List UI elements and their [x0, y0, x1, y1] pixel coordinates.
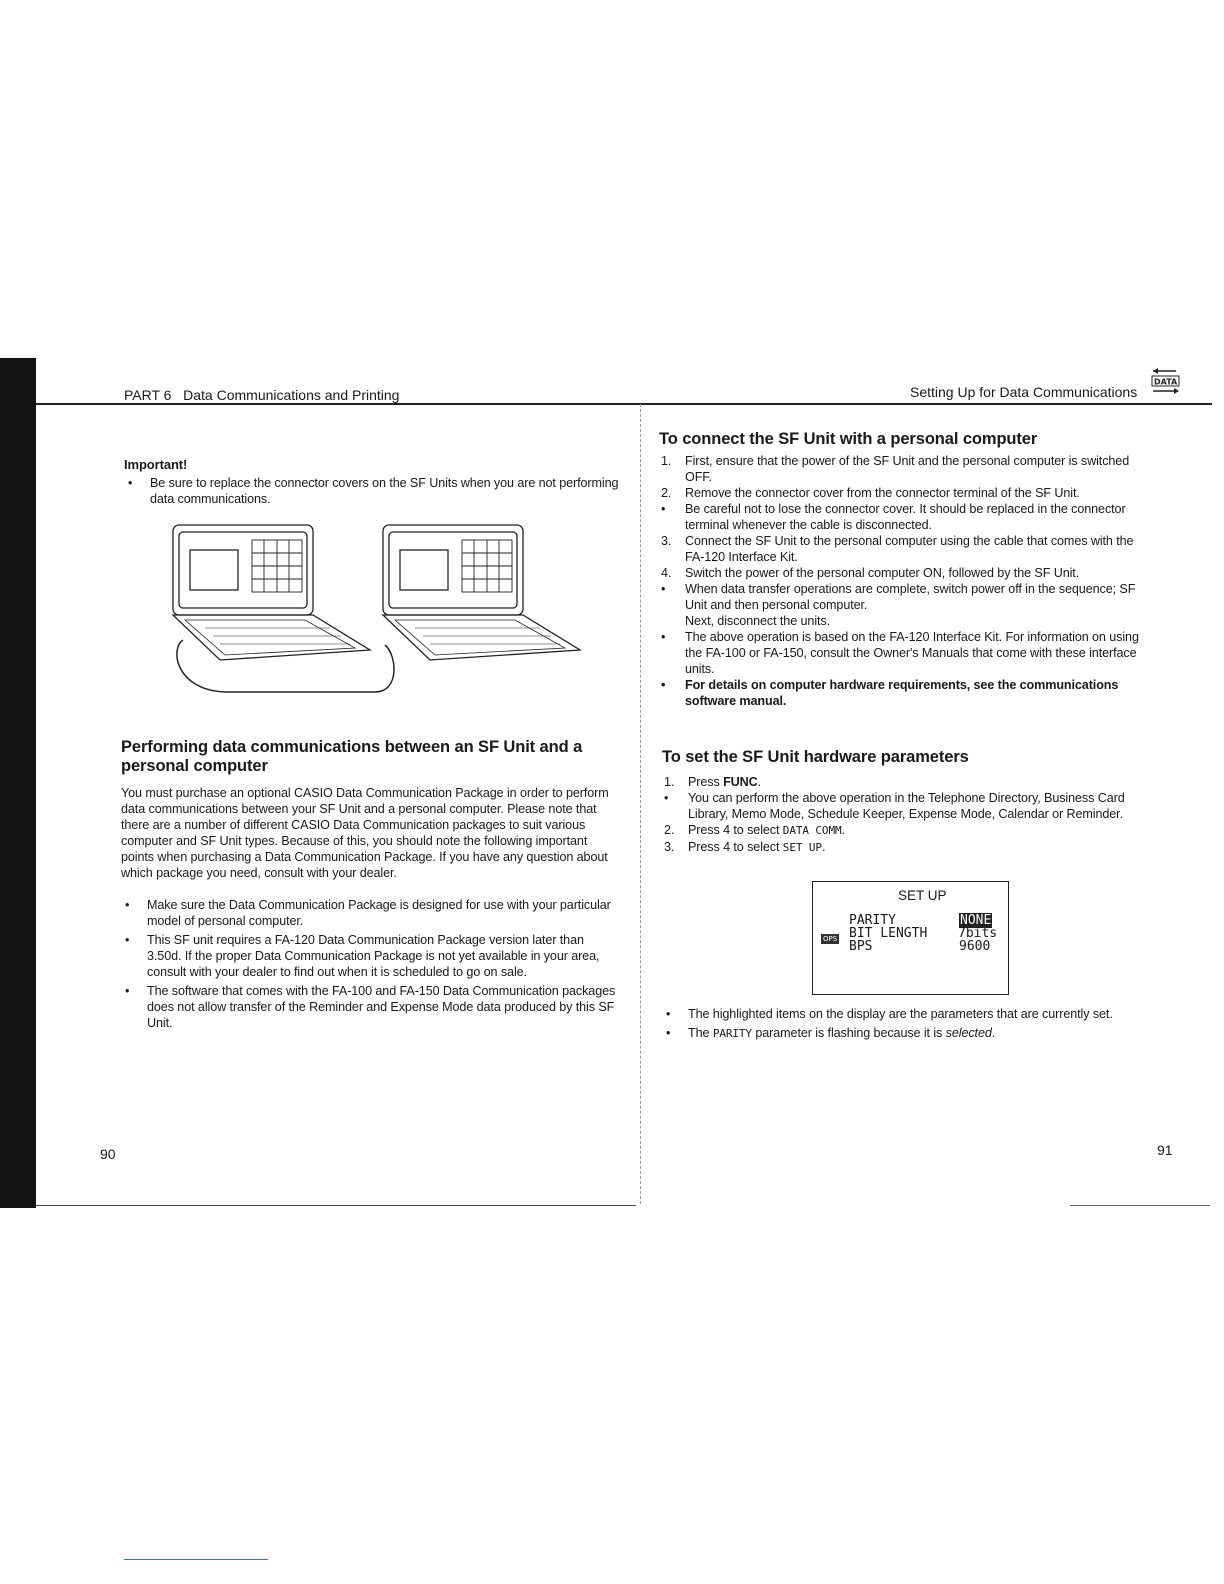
setup-section-title: To set the SF Unit hardware parameters: [662, 748, 969, 766]
connect-step: 2. Remove the connector cover from the connector terminal of the SF Unit.: [661, 486, 1080, 500]
data-comm-code: DATA COMM: [782, 824, 842, 837]
lcd-bit-length-value: 7bits: [958, 926, 998, 941]
sf-unit-left: [173, 525, 370, 660]
connect-step: • The above operation is based on the FA-120 Interface Kit. For information on using the FA-100 or FA-150, consult the Owner's Manuals that come with these interface units.: [661, 630, 1139, 676]
left-column-main: [121, 738, 617, 1031]
left-running-header: PART 6 Data Communications and Printing: [124, 387, 400, 403]
connect-step: 4. Switch the power of the personal computer ON, followed by the SF Unit.: [661, 566, 1080, 580]
purchase-point: • This SF unit requires a FA-120 Data Communication Package version later than 3.50d. If the proper Data Communication Package is not yet available in your area, consult with your dealer to find out when it is scheduled to go on sale.: [121, 932, 617, 980]
connect-step: • Be careful not to lose the connector cover. It should be replaced in the connector terminal whenever the cable is disconnected.: [661, 502, 1126, 532]
sf-units-connection-illustration: [165, 520, 585, 700]
note-parity: • The PARITY parameter is flashing because it is selected.: [662, 1025, 1158, 1042]
right-column-setup: [662, 748, 1158, 856]
purchase-point: • The software that comes with the FA-100 and FA-150 Data Communication packages does not allow transfer of the Reminder and Expense Mode data produced by this SF Unit.: [121, 983, 617, 1031]
lcd-setup-display: [812, 881, 1009, 995]
connect-step: 1. First, ensure that the power of the SF Unit and the personal computer is switched OFF.: [661, 454, 1130, 484]
data-communication-icon: [1150, 367, 1182, 397]
connect-step: 3. Connect the SF Unit to the personal computer using the cable that comes with the FA-120 Interface Kit.: [661, 534, 1134, 564]
connection-cable: [177, 640, 394, 692]
func-key: FUNC: [723, 775, 758, 789]
connect-step: Next, disconnect the units.: [685, 614, 831, 628]
step-3: 3. Press 4 to select SET UP.: [664, 840, 826, 854]
section-title-performing: Performing data communications between an SF Unit and a personal computer: [121, 738, 583, 775]
lcd-bps-value: 9600: [959, 939, 991, 954]
right-running-header: Setting Up for Data Communications: [910, 384, 1138, 400]
bottom-scan-line: [36, 1205, 636, 1206]
purchase-point: • Make sure the Data Communication Package is designed for use with your particular model of personal computer.: [121, 897, 617, 929]
right-column-notes: [662, 1006, 1158, 1042]
set-up-code: SET UP: [782, 841, 822, 854]
lcd-bit-length-label: BIT LENGTH: [849, 926, 928, 941]
svg-text:DATA: DATA: [1154, 377, 1178, 387]
lcd-parity-value: NONE: [960, 913, 992, 928]
connect-step: • When data transfer operations are complete, switch power off in the sequence; SF Unit and then personal computer.: [661, 582, 1136, 612]
connect-section-title: To connect the SF Unit with a personal computer: [659, 430, 1038, 448]
left-column-top: [124, 457, 619, 507]
lcd-side-indicator: OPS: [823, 935, 838, 943]
lcd-title: SET UP: [898, 888, 947, 903]
step-1: 1. Press FUNC.: [664, 775, 762, 789]
important-item: • Be sure to replace the connector covers on the SF Units when you are not performing data communications.: [124, 475, 619, 507]
intro-paragraph: You must purchase an optional CASIO Data Communication Package in order to perform data communications between your SF Unit and a personal computer. Please note that there are a number of different CASIO Data Communication packages to suit various computer and SF Unit types. Because of this, you should note the following important points when purchasing a Data Communication Package. If you have any question about which package you need, consult with your dealer.: [121, 786, 609, 880]
connect-step: • For details on computer hardware requirements, see the communications software manual.: [661, 678, 1119, 708]
note-highlighted: • The highlighted items on the display are the parameters that are currently set.: [662, 1006, 1158, 1022]
footer-blue-line: [124, 1559, 268, 1560]
bottom-scan-line-right: [1070, 1205, 1210, 1206]
scan-edge: [0, 358, 36, 1208]
sf-unit-right: [383, 525, 580, 660]
page-number-left: 90: [100, 1146, 116, 1162]
step-2: 2. Press 4 to select DATA COMM.: [664, 823, 845, 837]
step-1-note: • You can perform the above operation in the Telephone Directory, Business Card Library, Memo Mode, Schedule Keeper, Expense Mode, Calendar or Reminder.: [664, 791, 1125, 821]
center-divider: [640, 404, 641, 1204]
important-title: Important!: [124, 457, 188, 472]
lcd-bps-label: BPS: [849, 939, 873, 954]
right-column-connect: [659, 430, 1155, 709]
header-rule: [36, 403, 1212, 405]
page-number-right: 91: [1157, 1142, 1173, 1158]
lcd-parity-label: PARITY: [849, 913, 896, 928]
